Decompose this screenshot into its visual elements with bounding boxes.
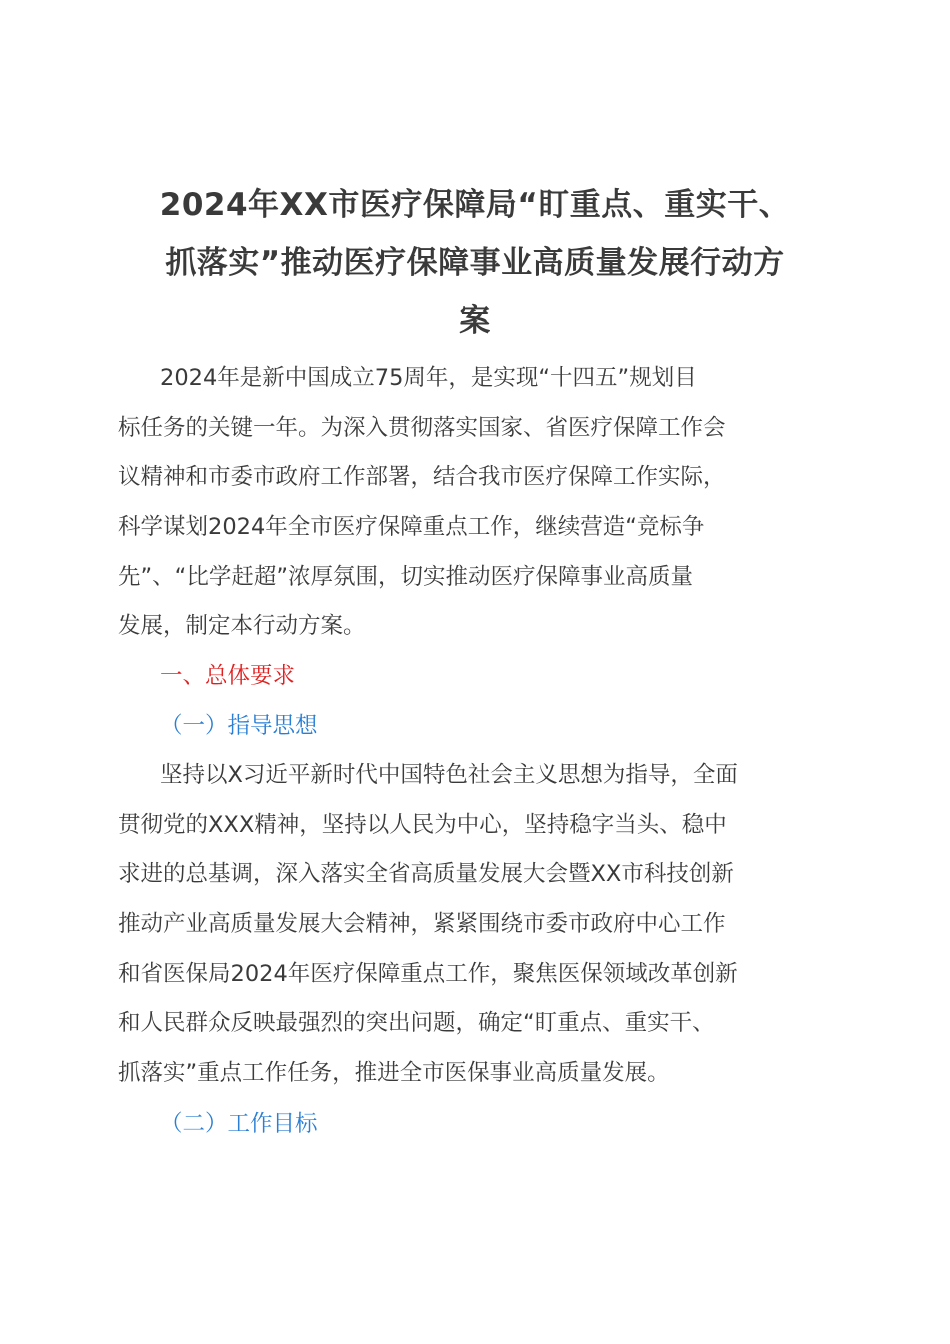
subsection-heading-guiding-ideology: （一）指导思想 [160, 713, 318, 739]
paragraph-line: 2024年是新中国成立75周年，是实现“十四五”规划目 [160, 365, 697, 391]
section-heading-general-requirements: 一、总体要求 [160, 663, 296, 689]
paragraph-line: 科学谋划2024年全市医疗保障重点工作，继续营造“竞标争 [118, 514, 705, 541]
document-title [110, 176, 840, 350]
paragraph-line: 标任务的关键一年。为深入贯彻落实国家、省医疗保障工作会 [118, 414, 726, 441]
paragraph-line: 贯彻党的XXX精神，坚持以人民为中心，坚持稳字当头、稳中 [118, 811, 727, 838]
paragraph-line: 抓落实”重点工作任务，推进全市医保事业高质量发展。 [118, 1060, 670, 1087]
guidance-paragraph [118, 751, 836, 1099]
paragraph-line: 坚持以X习近平新时代中国特色社会主义思想为指导，全面 [160, 762, 738, 788]
paragraph-line: 求进的总基调，深入落实全省高质量发展大会暨XX市科技创新 [118, 861, 734, 888]
subsection-heading-work-goals: （二）工作目标 [160, 1111, 318, 1137]
paragraph-line: 推动产业高质量发展大会精神，紧紧围绕市委市政府中心工作 [118, 911, 726, 938]
intro-paragraph [118, 354, 836, 652]
paragraph-line: 先”、“比学赶超”浓厚氛围，切实推动医疗保障事业高质量 [118, 563, 693, 590]
paragraph-line: 议精神和市委市政府工作部署，结合我市医疗保障工作实际， [118, 464, 726, 491]
title-line: 2024年XX市医疗保障局“盯重点、重实干、 [159, 187, 791, 223]
title-line: 案 [459, 303, 491, 339]
title-line: 抓落实”推动医疗保障事业高质量发展行动方 [165, 245, 785, 281]
paragraph-line: 发展，制定本行动方案。 [118, 613, 366, 640]
paragraph-line: 和省医保局2024年医疗保障重点工作，聚焦医保领域改革创新 [118, 960, 738, 987]
paragraph-line: 和人民群众反映最强烈的突出问题，确定“盯重点、重实干、 [118, 1010, 715, 1037]
